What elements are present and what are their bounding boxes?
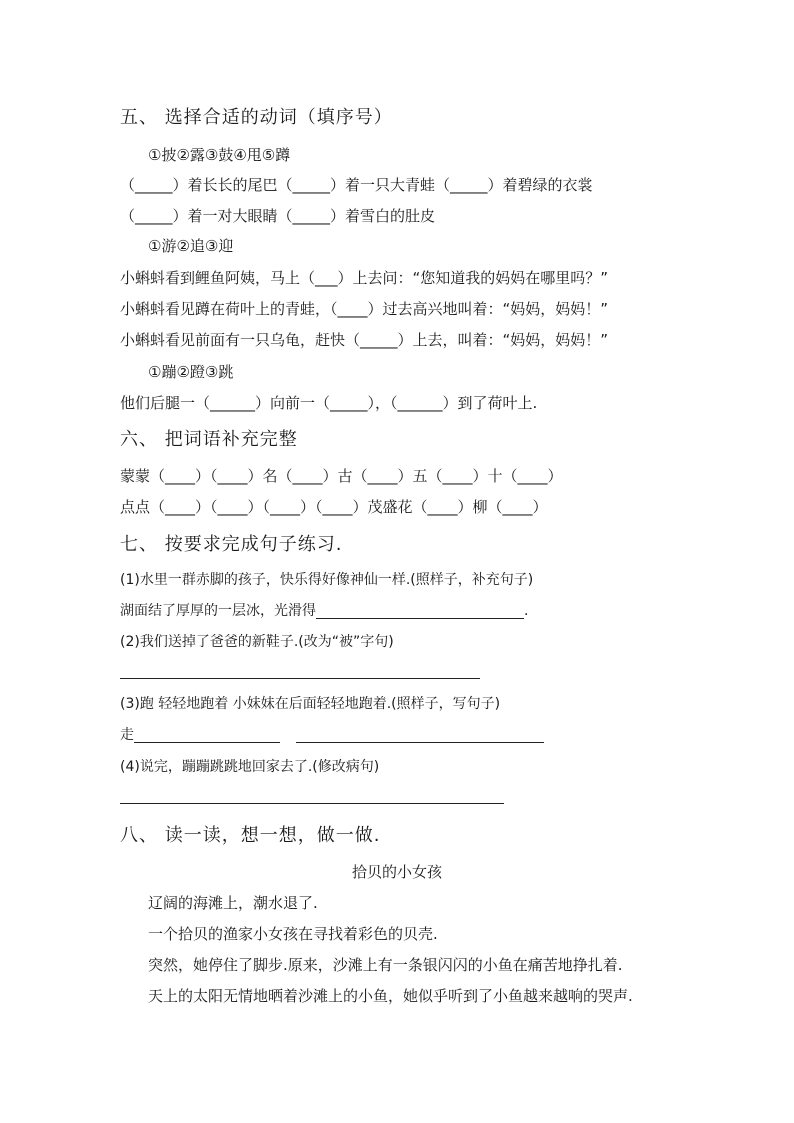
s5-group1-options: ①披②露③鼓④甩⑤蹲 [148, 146, 291, 164]
s7-q2-answer-line[interactable] [120, 678, 480, 679]
section-7-heading: 七、 按要求完成句子练习. [120, 534, 343, 555]
s7-q3-blank-1[interactable] [134, 728, 280, 743]
s5-group2-line1: 小蝌蚪看到鲤鱼阿姨，马上（___）上去问：“您知道我的妈妈在哪里吗？” [120, 269, 609, 287]
s5-group3-line1: 他们后腿一（______）向前一（_____），（______）到了荷叶上. [120, 394, 538, 412]
s7-q2: (2)我们送掉了爸爸的新鞋子.(改为“被”字句) [120, 634, 394, 650]
section-8-heading: 八、 读一读，想一想，做一做. [120, 825, 381, 846]
s5-group2-line2: 小蝌蚪看见蹲在荷叶上的青蛙，（____）过去高兴地叫着：“妈妈，妈妈！” [120, 300, 609, 318]
s7-q1-prompt: 湖面结了厚厚的一层冰，光滑得 [120, 603, 316, 619]
passage-paragraph-2: 一个拾贝的渔家小女孩在寻找着彩色的贝壳. [148, 925, 438, 943]
passage-title: 拾贝的小女孩 [351, 863, 442, 881]
s7-q1-end: . [524, 603, 529, 619]
s7-q1-answer-line [120, 601, 528, 621]
s5-group1-line2: （_____）着一对大眼睛（_____）着雪白的肚皮 [120, 207, 436, 225]
s5-group3-options: ①蹦②蹬③跳 [148, 363, 234, 381]
s7-q3-answer-line [120, 725, 544, 745]
passage-paragraph-1: 辽阔的海滩上，潮水退了. [148, 894, 318, 912]
section-5-heading: 五、 选择合适的动词（填序号） [120, 107, 393, 128]
passage-paragraph-3: 突然，她停住了脚步.原来，沙滩上有一条银闪闪的小鱼在痛苦地挣扎着. [148, 956, 623, 974]
s7-q4-answer-line[interactable] [120, 803, 504, 804]
s5-group2-line3: 小蝌蚪看见前面有一只乌龟，赶快（_____）上去，叫着：“妈妈，妈妈！” [120, 331, 609, 349]
s7-q3-prompt: 走 [120, 727, 134, 743]
s5-group2-options: ①游②追③迎 [148, 237, 234, 255]
section-6-heading: 六、 把词语补充完整 [120, 429, 298, 450]
s5-group1-line1: （_____）着长长的尾巴（_____）着一只大青蛙（_____）着碧绿的衣裳 [120, 176, 593, 194]
passage-paragraph-4: 天上的太阳无情地晒着沙滩上的小鱼，她似乎听到了小鱼越来越响的哭声. [148, 987, 633, 1005]
s7-q1: (1)水里一群赤脚的孩子，快乐得好像神仙一样.(照样子，补充句子) [120, 572, 534, 588]
s6-line1: 蒙蒙（____）（____）名（____）古（____）五（____）十（____） [120, 467, 563, 485]
s6-line2: 点点（____）（____）（____）（____）茂盛花（____）柳（____） [120, 498, 548, 516]
s7-q1-blank[interactable] [316, 604, 524, 619]
s7-q3: (3)跑 轻轻地跑着 小妹妹在后面轻轻地跑着.(照样子，写句子) [120, 696, 501, 712]
s7-q4: (4)说完，蹦蹦跳跳地回家去了.(修改病句) [120, 759, 380, 775]
s7-q3-blank-2[interactable] [296, 728, 544, 743]
